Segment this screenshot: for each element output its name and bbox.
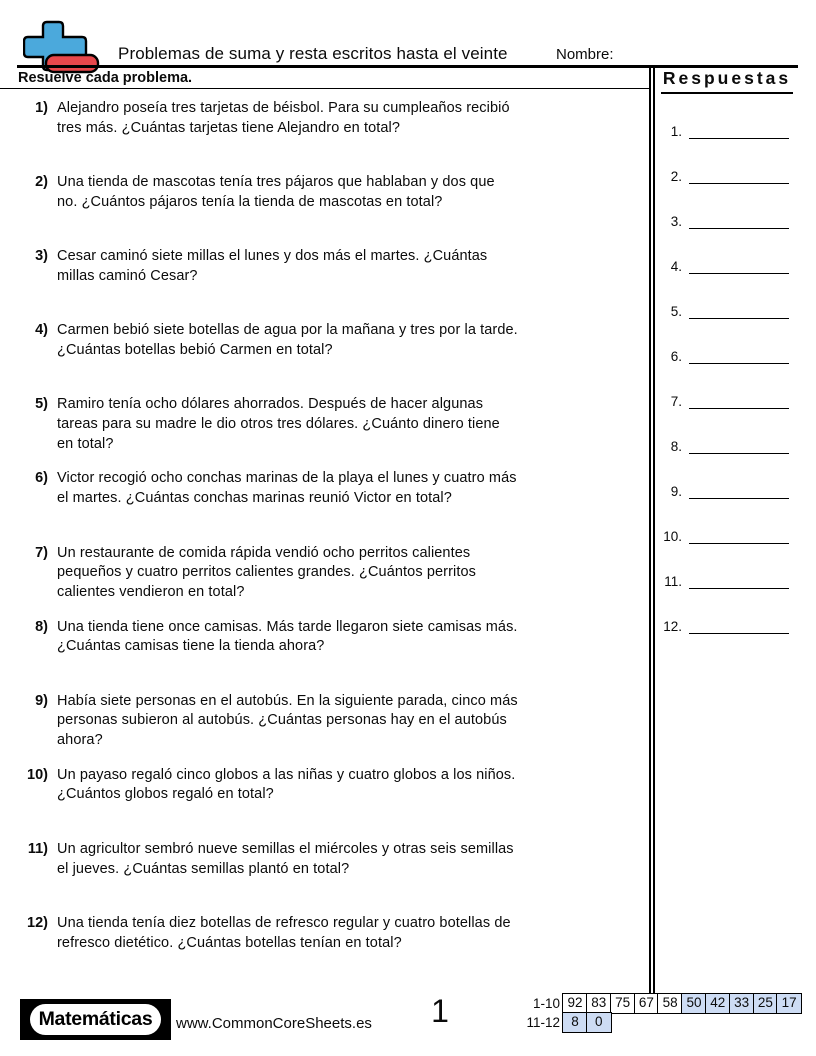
page-number: 1 [431, 993, 449, 1029]
answers-title: Respuestas [661, 68, 793, 94]
problem-text: Carmen bebió siete botellas de agua por la mañana y tres por la tarde. ¿Cuántas botellas bebió Carmen en total? [57, 322, 518, 358]
answer-blank-line[interactable] [689, 453, 789, 454]
problem-1 [12, 99, 648, 173]
problem-number: 10) [27, 766, 48, 783]
problem-number: 1) [35, 100, 48, 116]
answer-blank-line[interactable] [689, 588, 789, 589]
website-link[interactable]: www.CommonCoreSheets.es [176, 1015, 372, 1032]
problem-number: 12) [27, 915, 48, 932]
problem-text: Un agricultor sembró nueve semillas el miércoles y otras seis semillas el jueves. ¿Cuántas semillas plantó en total? [57, 840, 514, 877]
answers-list [655, 97, 798, 637]
answer-slot-5 [655, 277, 798, 322]
answer-number: 12. [663, 619, 682, 634]
problem-12 [12, 914, 648, 988]
problem-text: Una tienda de mascotas tenía tres pájaros que hablaban y dos que no. ¿Cuántos pájaros tenía la tienda de mascotas en total? [57, 174, 495, 210]
problem-number: 3) [35, 248, 48, 265]
answer-number: 10. [663, 529, 682, 544]
score-cell: 25 [753, 993, 779, 1014]
score-cells [564, 993, 802, 1014]
problem-text: Una tienda tiene once camisas. Más tarde llegaron siete camisas más. ¿Cuántas camisas tiene la tienda ahora? [57, 618, 518, 655]
problem-2 [12, 173, 648, 247]
score-cell: 83 [586, 993, 612, 1014]
answers-header [656, 68, 798, 94]
score-table [522, 993, 802, 1033]
problem-number: 4) [35, 322, 48, 339]
answer-blank-line[interactable] [689, 138, 789, 139]
answer-number: 7. [670, 394, 682, 409]
problem-text: Un payaso regaló cinco globos a las niñas y cuatro globos a los niños. ¿Cuántos globos regaló en total? [57, 766, 516, 803]
answer-number: 1. [670, 124, 682, 139]
problem-number: 7) [35, 544, 48, 561]
problem-number: 2) [35, 174, 48, 191]
score-row-1-10 [522, 993, 802, 1014]
answer-blank-line[interactable] [689, 498, 789, 499]
problem-4 [12, 321, 648, 395]
problem-text: Ramiro tenía ocho dólares ahorrados. Después de hacer algunas tareas para su madre le dio otros tres dólares. ¿Cuánto dinero tiene en total? [57, 396, 500, 452]
score-cell: 42 [705, 993, 731, 1014]
score-cell: 67 [634, 993, 660, 1014]
logo-text: Matemáticas [30, 1004, 162, 1035]
answer-number: 6. [670, 349, 682, 364]
problem-number: 6) [35, 470, 48, 487]
score-cell: 33 [729, 993, 755, 1014]
problem-text: Una tienda tenía diez botellas de refresco regular y cuatro botellas de refresco dietético. ¿Cuántas botellas tenían en total? [57, 915, 511, 951]
score-cell: 58 [657, 993, 683, 1014]
answer-blank-line[interactable] [689, 228, 789, 229]
matematicas-logo [20, 999, 171, 1040]
problem-3 [12, 247, 648, 321]
answer-number: 3. [670, 214, 682, 229]
answer-slot-8 [655, 412, 798, 457]
name-label: Nombre: [556, 46, 614, 63]
problem-text: Había siete personas en el autobús. En la siguiente parada, cinco más personas subieron al autobús. ¿Cuántas personas hay en el autobús ahora? [57, 692, 518, 748]
score-cell: 0 [586, 1012, 612, 1033]
worksheet-title: Problemas de suma y resta escritos hasta el veinte [118, 44, 508, 63]
score-cells [564, 1012, 612, 1033]
answer-slot-10 [655, 502, 798, 547]
answer-slot-1 [655, 97, 798, 142]
answer-blank-line[interactable] [689, 633, 789, 634]
problems-list [12, 99, 648, 988]
problem-6 [12, 469, 648, 543]
answer-blank-line[interactable] [689, 408, 789, 409]
problem-11 [12, 840, 648, 914]
problem-10 [12, 766, 648, 840]
problem-5 [12, 395, 648, 469]
answer-slot-12 [655, 592, 798, 637]
answer-blank-line[interactable] [689, 273, 789, 274]
answer-number: 2. [670, 169, 682, 184]
problem-number: 8) [35, 618, 48, 635]
answer-slot-11 [655, 547, 798, 592]
answer-slot-9 [655, 457, 798, 502]
answer-number: 4. [670, 259, 682, 274]
score-cell: 75 [610, 993, 636, 1014]
problem-text: Cesar caminó siete millas el lunes y dos más el martes. ¿Cuántas millas caminó Cesar? [57, 248, 488, 284]
answer-blank-line[interactable] [689, 183, 789, 184]
score-cell: 17 [776, 993, 802, 1014]
problem-text: Alejandro poseía tres tarjetas de béisbol. Para su cumpleaños recibió tres más. ¿Cuántas tarjetas tiene Alejandro en total? [57, 100, 510, 136]
problem-8 [12, 618, 648, 692]
answer-blank-line[interactable] [689, 543, 789, 544]
answer-slot-7 [655, 367, 798, 412]
answer-blank-line[interactable] [689, 318, 789, 319]
problem-7 [12, 544, 648, 618]
problem-9 [12, 692, 648, 766]
problem-text: Un restaurante de comida rápida vendió ocho perritos calientes pequeños y cuatro perritos calientes grandes. ¿Cuántos perritos calientes vendieron en total? [57, 544, 476, 600]
score-row-label: 1-10 [532, 996, 560, 1011]
score-row-label: 11-12 [526, 1015, 560, 1031]
problem-number: 9) [35, 692, 48, 709]
answer-slot-2 [655, 142, 798, 187]
plus-minus-icon [23, 20, 101, 76]
problem-text: Victor recogió ocho conchas marinas de la playa el lunes y cuatro más el martes. ¿Cuántas conchas marinas reunió Victor en total? [57, 470, 517, 507]
problem-number: 11) [27, 840, 48, 857]
score-cell: 92 [562, 993, 588, 1014]
score-row-11-12 [522, 1012, 802, 1033]
answer-number: 11. [664, 574, 682, 589]
answer-number: 9. [670, 484, 682, 499]
answer-number: 8. [670, 439, 682, 454]
instructions-divider [0, 88, 649, 90]
score-cell: 8 [562, 1012, 588, 1033]
answer-blank-line[interactable] [689, 363, 789, 364]
answer-slot-4 [655, 232, 798, 277]
answer-number: 5. [670, 304, 682, 319]
score-cell: 50 [681, 993, 707, 1014]
problem-number: 5) [35, 396, 48, 413]
instructions-text: Resuelve cada problema. [18, 70, 193, 86]
answer-slot-3 [655, 187, 798, 232]
answer-slot-6 [655, 322, 798, 367]
